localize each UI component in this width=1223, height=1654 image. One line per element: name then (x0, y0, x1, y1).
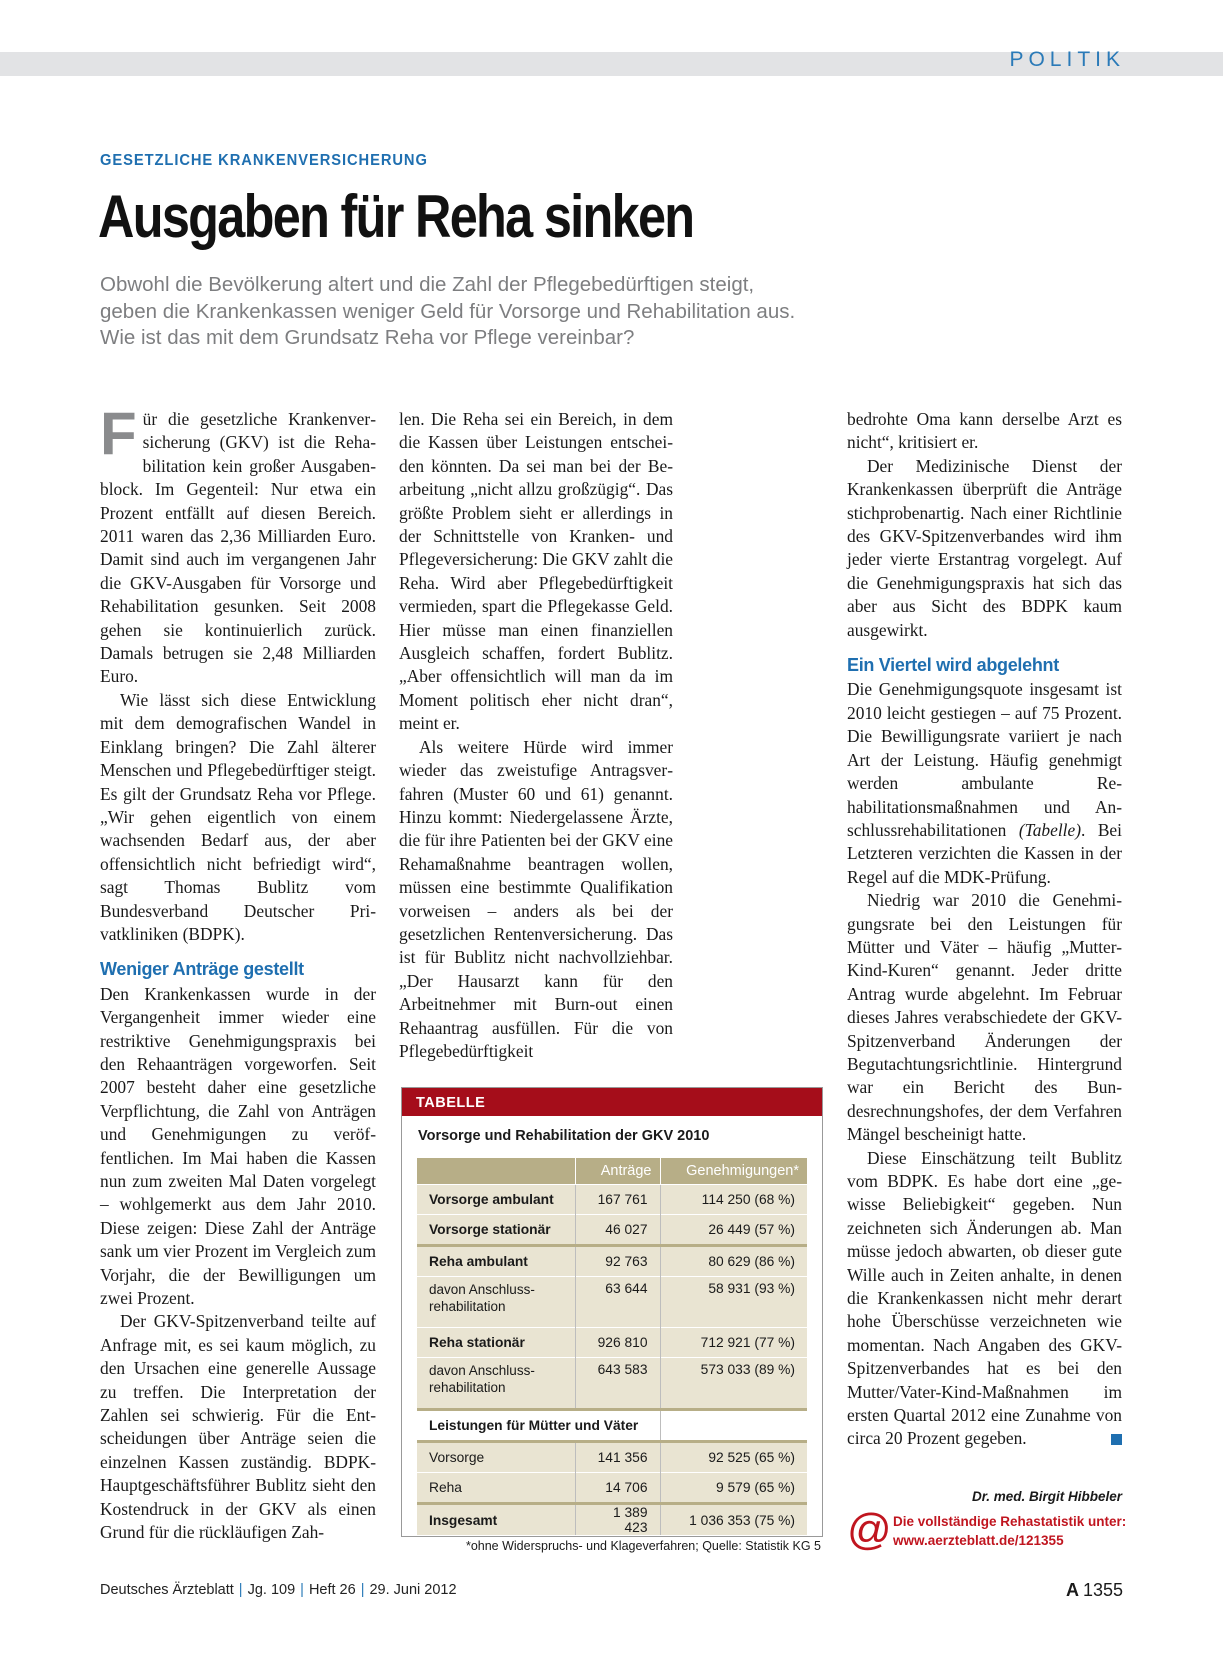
table-footnote: *ohne Widerspruchs- und Klageverfahren; Quelle: Statistik KG 5 (465, 1539, 821, 1553)
online-reference-text: Die vollständige Rehastatistik unter: (893, 1514, 1127, 1529)
paragraph: Wie lässt sich diese Entwicklung mit dem demografischen Wandel in Einklang bringen? Die Zahl älterer Menschen und Pflegebedürftiger steigt. Es gilt der Grundsatz Reha vor Pflege. „Wir gehen eigentlich von einem wachsenden Bedarf aus, der aber offensichtlich nicht befriedigt wird“, sagt Thomas Bublitz vom Bundesverband Deutscher Privatkliniken (BDPK). (100, 689, 376, 944)
paragraph: Diese Einschätzung teilt Bublitz vom BDPK. Es habe dort eine „gewisse Beliebigkeit“ gegeben. Nun zeichneten sich Änderungen ab. Man müsse jedoch abwarten, ob dieser gute Wille auch in Zeiten anhalte, in denen die Krankenkassen nicht mehr derart hohe Überschüsse verzeichneten wie momentan. Nach Angaben des GKV-Spitzenverbandes hat es bei den Mutter/Vater-Kind-Maßnahmen im ersten Quartal 2012 eine Zunahme von circa 20 Prozent gegeben. (847, 1147, 1122, 1449)
end-mark-icon (1111, 1434, 1122, 1445)
paragraph: Der GKV-Spitzenverband teilte auf Anfrage mit, es sei kaum möglich, zu den Ursachen eine generelle Aussage zu treffen. Die Interpretation der Zahlen sei schwierig. Für die Entscheidungen über Anträge seien die einzelnen Kassen zuständig. BDPK-Hauptgeschäftsführer Bublitz sieht den Kostendruck in der GKV als einen Grund für die rückläufigen Zah- (100, 1311, 376, 1543)
paragraph: Den Krankenkassen wurde in der Vergangenheit immer wieder eine restriktive Genehmigungspraxis bei den Rehaanträgen vorgeworfen. Seit 2007 besteht daher eine gesetzliche Verpflichtung, die Zahl von Anträgen und Genehmigungen zu veröffentlichen. Im Mai haben die Kassen nun zum zweiten Mal Daten vorgelegt – wohlgemerkt aus dem Jahr 2010. Diese zeigen: Diese Zahl der Anträge sank um vier Prozent im Vergleich zum Vorjahr, die der Bewilligungen um zwei Prozent. (100, 983, 376, 1309)
table-row: Reha ambulant 92 763 80 629 (86 %) (417, 1246, 807, 1277)
section-label: POLITIK (1009, 48, 1125, 71)
table-row: Reha 14 706 9 579 (65 %) (417, 1473, 807, 1504)
kicker: GESETZLICHE KRANKENVERSICHERUNG (100, 152, 428, 169)
data-table-box (401, 1087, 823, 1537)
column-3 (847, 408, 1122, 1451)
journal-name: Deutsches Ärzteblatt (100, 1582, 234, 1598)
table-row: Reha stationär 926 810 712 921 (77 %) (417, 1328, 807, 1358)
table-row: Leistungen für Mütter und Väter (417, 1410, 807, 1442)
paragraph: len. Die Reha sei ein Bereich, in dem die Kassen über Leistungen entscheiden könnten. Da sei man bei der Bearbeitung „nicht allzu großzügig“. Das größte Problem sieht er allerdings in der Schnittstelle von Kranken- und Pflegeversicherung: Die GKV zahlt die Reha. Wird aber Pflegebedürftigkeit vermieden, spart die Pflegekasse Geld. Hier müsse man einen finanziellen Ausgleich schaffen, fordert Bublitz. „Aber offensichtlich will man da im Moment politisch eher nicht dran“, meint er. (399, 409, 673, 734)
footer: Deutsches Ärzteblatt | Jg. 109 | Heft 26 | 29. Juni 2012 (100, 1582, 457, 1598)
dropcap: F (100, 400, 137, 467)
online-reference (847, 1505, 1127, 1556)
subheading: Weniger Anträge gestellt (100, 959, 304, 980)
table-row: davon Anschluss-rehabilitation 63 644 58 931 (93 %) (417, 1277, 807, 1328)
paragraph: Der Medizinische Dienst der Krankenkassen überprüft die Anträge stichprobenartig. Nach einer Richtlinie des GKV-Spitzenverbandes wird ihm jeder vierte Erstantrag vorgelegt. Auf die Genehmigungspraxis hat sich das aber aus Sicht des BDPK kaum ausgewirkt. (847, 455, 1122, 640)
lead-line: Wie ist das mit dem Grundsatz Reha vor Pflege vereinbar? (100, 326, 635, 349)
table-row: davon Anschluss-rehabilitation 643 583 573 033 (89 %) (417, 1358, 807, 1410)
page-number: A 1355 (1065, 1580, 1123, 1600)
journal-volume: Jg. 109 (247, 1582, 296, 1598)
column-1 (100, 400, 376, 1545)
headline: Ausgaben für Reha sinken (98, 183, 694, 250)
table-header: Anträge (575, 1158, 660, 1185)
column-2 (399, 408, 673, 1063)
table-row: Vorsorge 141 356 92 525 (65 %) (417, 1442, 807, 1473)
data-table (417, 1158, 807, 1535)
table-row: Vorsorge ambulant 167 761 114 250 (68 %) (417, 1185, 807, 1215)
lead-line: geben die Krankenkassen weniger Geld für Vorsorge und Rehabilitation aus. (100, 299, 796, 323)
journal-date: 29. Juni 2012 (369, 1582, 457, 1598)
online-reference-link[interactable]: www.aerzteblatt.de/121355 (893, 1533, 1064, 1548)
table-title: Vorsorge und Rehabilitation der GKV 2010 (418, 1128, 710, 1144)
paragraph: Niedrig war 2010 die Genehmigungsrate bei den Leistungen für Mütter und Väter – häufig „Mutter-Kind-Kuren“ genannt. Jeder dritte Antrag wurde abgelehnt. Im Februar dieses Jahres verabschiedete der GKV-Spitzenverband Änderungen der Begutachtungsrichtlinie. Hintergrund war ein Bericht des Bundesrechnungshofes, der dem Verfahren Mängel bescheinigt hatte. (847, 890, 1122, 1145)
table-header: Genehmigungen* (660, 1158, 807, 1185)
paragraph: Die Genehmigungsquote insgesamt ist 2010 leicht gestiegen – auf 75 Prozent. Die Bewilligungsrate variiert je nach Art der Leistung. Häufig genehmigt werden ambulante Rehabilitationsmaßnahmen und Anschlussrehabilitationen (Tabelle). Bei Letzteren verzichten die Kassen in der Regel auf die MDK-Prüfung. (847, 679, 1122, 887)
paragraph: Für die gesetzliche Krankenversicherung (GKV) ist die Rehabilitation kein großer Ausgabenblock. Im Gegenteil: Nur etwa ein Prozent entfällt auf diesen Bereich. 2011 waren das 2,36 Milliarden Euro. Damit sind auch im vergangenen Jahr die GKV-Ausgaben für Vorsorge und Rehabilitation gesunken. Seit 2008 gehen sie kontinuierlich zurück. Damals betrugen sie 2,48 Milliarden Euro. (100, 400, 376, 687)
paragraph: bedrohte Oma kann derselbe Arzt es nicht“, kritisiert er. (847, 409, 1122, 453)
paragraph: Als weitere Hürde wird immer wieder das zweistufige Antragsverfahren (Muster 60 und 61) genannt. Hinzu kommt: Niedergelassene Ärzte, die für ihre Patienten bei der GKV eine Rehamaßnahme beantragen wollen, müssen eine bestimmte Qualifikation vorweisen – anders als bei der gesetzlichen Rentenversicherung. Das ist für Bublitz nicht nachvollziehbar. „Der Hausarzt kann für den Arbeitnehmer mit Burn-out einen Rehaantrag ausfüllen. Für die von Pflegebedürftigkeit (399, 736, 673, 1061)
table-row: Insgesamt 1 389 423 1 036 353 (75 %) (417, 1504, 807, 1536)
table-label: TABELLE (402, 1088, 822, 1116)
lead (100, 272, 980, 352)
lead-line: Obwohl die Bevölkerung altert und die Zahl der Pflegebedürftigen steigt, (100, 273, 755, 296)
subheading: Ein Viertel wird abgelehnt (847, 655, 1059, 676)
table-header (417, 1158, 575, 1185)
journal-issue: Heft 26 (308, 1582, 356, 1598)
author: Dr. med. Birgit Hibbeler (971, 1489, 1122, 1504)
at-icon: @ (847, 1505, 892, 1554)
table-row: Vorsorge stationär 46 027 26 449 (57 %) (417, 1215, 807, 1246)
